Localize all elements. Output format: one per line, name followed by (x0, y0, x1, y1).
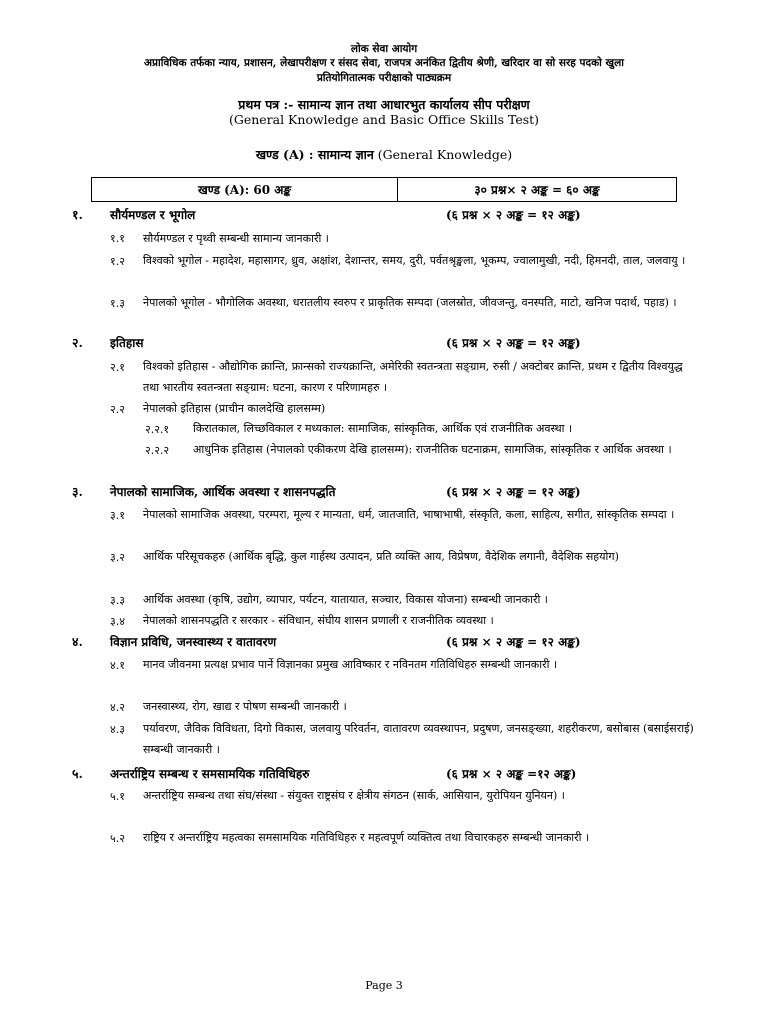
item-text: नेपालको शासनपद्धति र सरकार - संविधान, संघीय शासन प्रणाली र राजनीतिक व्यवस्था । (143, 614, 494, 627)
item-text: नेपालको इतिहास (प्राचीन कालदेखि हालसम्म) (143, 402, 326, 415)
marks-table-right: ३० प्रश्न× २ अङ्क = ६० अङ्क (398, 178, 677, 202)
header-line-3: प्रतियोगितात्मक परीक्षाको पाठ्यक्रम (316, 72, 452, 84)
subitem-text: आधुनिक इतिहास (नेपालको एकीकरण देखि हालसम्म): राजनीतिक घटनाक्रम, सामाजिक, सांस्कृतिक र आर्थिक अवस्था । (193, 443, 672, 456)
item-text: विश्वको भूगोल - महादेश, महासागर, ध्रुव, अक्षांश, देशान्तर, समय, दुरी, पर्वतश्रृङ्खला, भूकम्प, ज्वालामुखी, नदी, हिमनदी, ताल, जलवायु । (143, 254, 686, 267)
item-number: १.१ (110, 232, 125, 245)
unit-number: १. (72, 207, 83, 222)
item-text: जनस्वास्थ्य, रोग, खाद्य र पोषण सम्बन्धी जानकारी । (143, 700, 347, 713)
page-number: Page 3 (365, 979, 403, 992)
unit-title: अन्तर्राष्ट्रिय सम्बन्ध र समसामयिक गतिविधिहरु (110, 767, 310, 781)
item-text: सौर्यमण्डल र पृथ्वी सम्बन्धी सामान्य जानकारी । (143, 232, 329, 245)
header-line-2: अप्राविधिक तर्फका न्याय, प्रशासन, लेखापरीक्षण र संसद सेवा, राजपत्र अनंकित द्वितीय श्रेणी, खरिदार वा सो सरह पदको खुला (144, 57, 624, 69)
unit-marks: (६ प्रश्न × २ अङ्क = १२ अङ्क) (446, 635, 581, 649)
item-text: मानव जीवनमा प्रत्यक्ष प्रभाव पार्ने विज्ञानका प्रमुख आविष्कार र नविनतम गतिविधिहरु सम्बन्धी जानकारी । (143, 658, 558, 671)
item-number: ३.२ (110, 551, 125, 564)
item-number: ३.३ (110, 594, 125, 607)
item-text: अन्तर्राष्ट्रिय सम्बन्ध तथा संघ/संस्था - संयुक्त राष्ट्रसंघ र क्षेत्रीय संगठन (सार्क, आसियान, युरोपियन युनियन) । (143, 789, 565, 802)
unit-marks: (६ प्रश्न × २ अङ्क = १२ अङ्क) (446, 336, 581, 350)
item-number: २.२ (110, 403, 125, 416)
unit-number: ३. (72, 484, 83, 499)
paper-subtitle: (General Knowledge and Basic Office Skills Test) (228, 112, 540, 127)
item-number: १.३ (110, 297, 125, 310)
item-text: आर्थिक अवस्था (कृषि, उद्योग, व्यापार, पर्यटन, यातायात, सञ्चार, विकास योजना) सम्बन्धी जानकारी । (143, 593, 548, 606)
section-label: खण्ड (A) : सामान्य ज्ञान (255, 147, 374, 162)
unit-marks: (६ प्रश्न × २ अङ्क = १२ अङ्क) (446, 208, 581, 222)
unit-number: ५. (72, 766, 83, 781)
organization-name: लोक सेवा आयोग (350, 43, 418, 55)
item-number: ५.२ (110, 832, 125, 845)
unit-marks: (६ प्रश्न × २ अङ्क = १२ अङ्क) (446, 485, 581, 499)
unit-title: नेपालको सामाजिक, आर्थिक अवस्था र शासनपद्धति (110, 485, 336, 499)
subitem-number: २.२.१ (145, 423, 170, 436)
item-number: ५.१ (110, 790, 125, 803)
unit-title: सौर्यमण्डल र भूगोल (110, 208, 196, 222)
marks-table (91, 177, 677, 202)
item-number: ३.१ (110, 509, 125, 522)
section-english: (General Knowledge) (377, 147, 513, 162)
paper-title: प्रथम पत्र :- सामान्य ज्ञान तथा आधारभुत कार्यालय सीप परीक्षण (238, 97, 530, 112)
item-text: नेपालको सामाजिक अवस्था, परम्परा, मूल्य र मान्यता, धर्म, जातजाति, भाषाभाषी, संस्कृति, कला, साहित्य, सगीत, सांस्कृतिक सम्पदा । (143, 508, 675, 521)
item-text: राष्ट्रिय र अन्तर्राष्ट्रिय महत्वका समसामयिक गतिविधिहरु र महत्वपूर्ण व्यक्तित्व तथा विचारकहरु सम्बन्धी जानकारी । (143, 831, 590, 844)
unit-title: इतिहास (110, 336, 144, 350)
item-number: ४.२ (110, 701, 125, 714)
unit-number: २. (72, 335, 83, 350)
item-number: १.२ (110, 255, 125, 268)
subitem-text: किरातकाल, लिच्छविकाल र मध्यकाल: सामाजिक, सांस्कृतिक, आर्थिक एवं राजनीतिक अवस्था । (193, 422, 573, 435)
marks-table-left: खण्ड (A): 60 अङ्क (92, 178, 398, 202)
item-text: नेपालको भूगोल - भौगोलिक अवस्था, धरातलीय स्वरुप र प्राकृतिक सम्पदा (जलस्रोत, जीवजन्तु, वनस्पति, माटो, खनिज पदार्थ, पहाड) । (143, 296, 677, 309)
item-text: पर्यावरण, जैविक विविधता, दिगो विकास, जलवायु परिवर्तन, वातावरण व्यवस्थापन, प्रदुषण, जनसङ्ख्या, शहरीकरण, बसोबास (बसाईसराई) सम्बन्धी जानकारी । (143, 722, 694, 756)
subitem-number: २.२.२ (145, 444, 170, 457)
item-number: ४.३ (110, 723, 125, 736)
unit-number: ४. (72, 634, 83, 649)
item-text: विश्वको इतिहास - औद्योगिक क्रान्ति, फ्रान्सको राज्यक्रान्ति, अमेरिकी स्वतन्त्रता सङ्ग्राम, रुसी / अक्टोबर क्रान्ति, प्रथम र द्वितीय विश्वयुद्ध तथा भारतीय स्वतन्त्रता सङ्ग्राम: घटना, कारण र परिणामहरु । (143, 360, 683, 394)
unit-title: विज्ञान प्रविधि, जनस्वास्थ्य र वातावरण (110, 635, 277, 649)
item-number: ४.१ (110, 659, 125, 672)
item-text: आर्थिक परिसूचकहरु (आर्थिक बृद्धि, कुल गार्हस्थ उत्पादन, प्रति व्यक्ति आय, विप्रेषण, वैदेशिक लगानी, वैदेशिक सहयोग) (143, 550, 619, 563)
unit-marks: (६ प्रश्न × २ अङ्क =१२ अङ्क) (446, 767, 577, 781)
item-number: ३.४ (110, 615, 125, 628)
item-number: २.१ (110, 361, 125, 374)
section-title (0, 146, 768, 163)
